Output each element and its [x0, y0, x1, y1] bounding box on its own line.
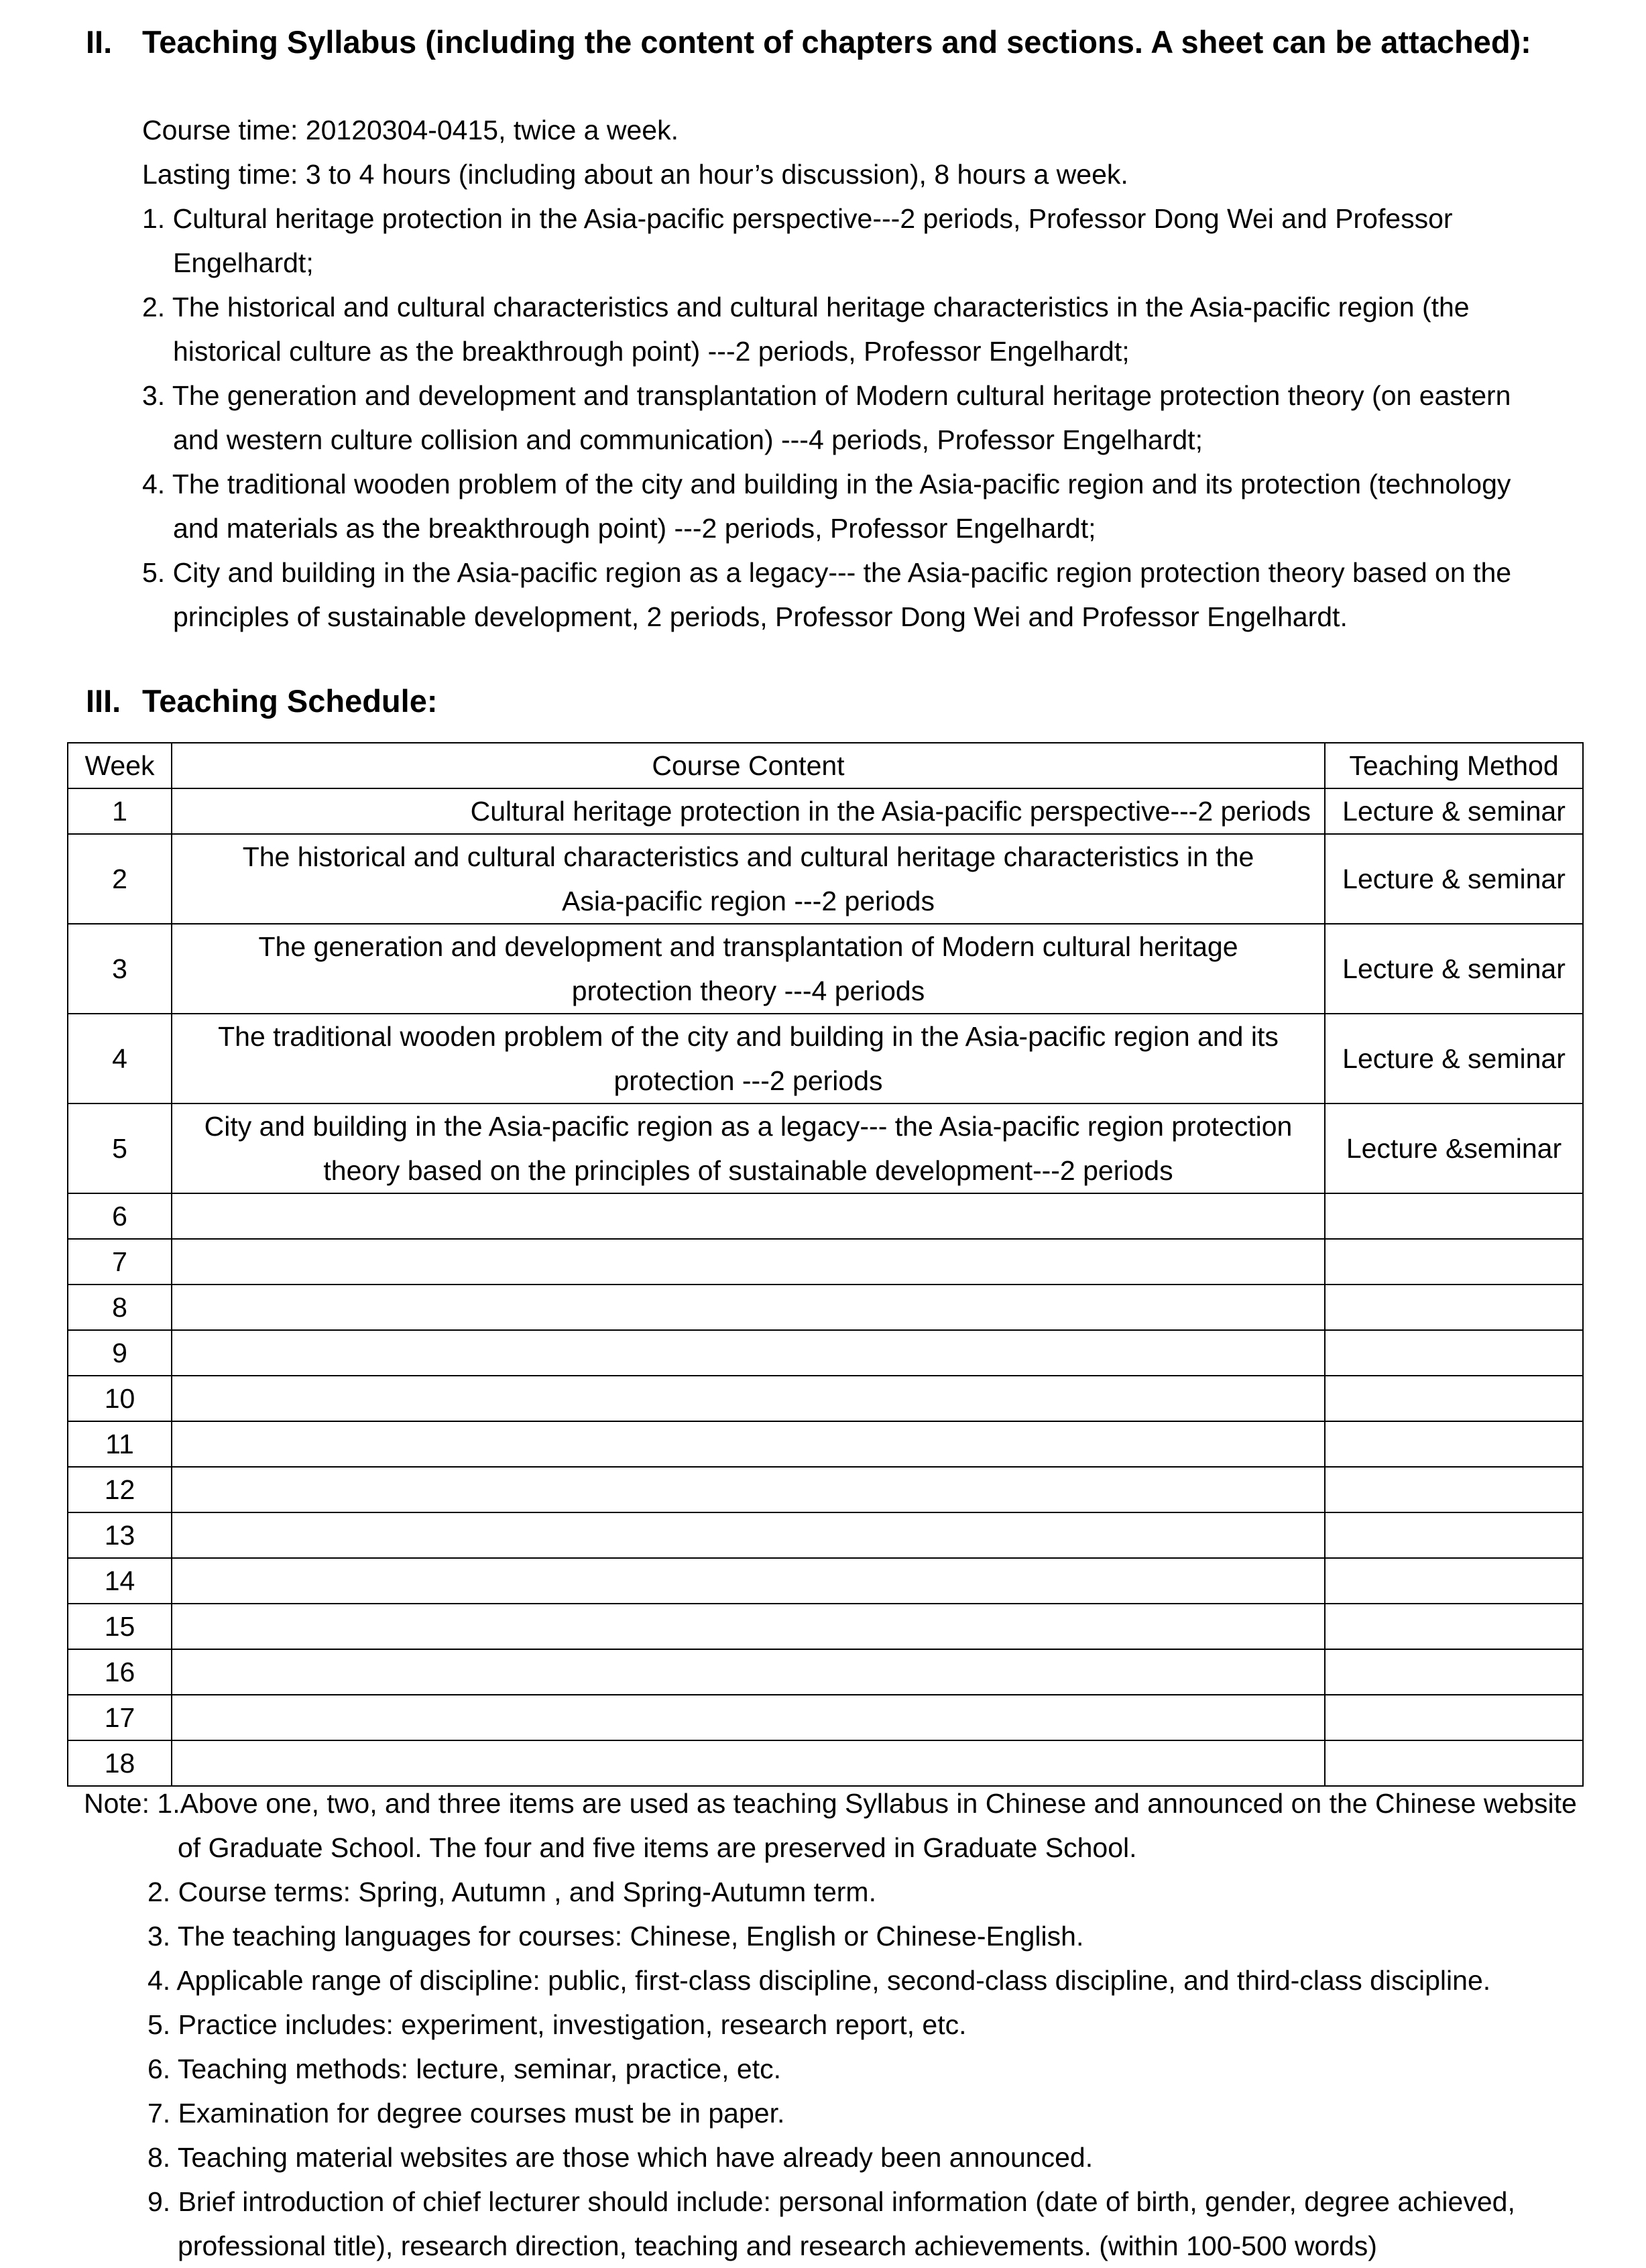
week-cell: 3 [68, 924, 172, 1014]
course-content-cell [172, 924, 1325, 1014]
teaching-method-cell: Lecture & seminar [1325, 834, 1583, 924]
course-content-cell [172, 1421, 1325, 1467]
week-cell: 13 [68, 1512, 172, 1558]
syllabus-item-cont: and western culture collision and communication) ---4 periods, Professor Engelhardt; [173, 424, 1203, 455]
course-content-line: The generation and development and transplantation of Modern cultural heritage [258, 931, 1238, 962]
teaching-method-cell [1325, 1467, 1583, 1512]
course-content-cell [172, 1014, 1325, 1103]
teaching-method-cell: Lecture &seminar [1325, 1103, 1583, 1193]
header-course-content: Course Content [172, 743, 1325, 788]
schedule-table [67, 742, 1584, 1787]
course-content-cell [172, 1193, 1325, 1239]
section-2-title: Teaching Syllabus (including the content of chapters and sections. A sheet can be attached): [142, 24, 1531, 60]
table-row [68, 788, 1583, 834]
course-content-line: theory based on the principles of sustainable development---2 periods [323, 1155, 1173, 1186]
teaching-method-cell [1325, 1376, 1583, 1421]
course-content-cell [172, 1330, 1325, 1376]
lasting-time: Lasting time: 3 to 4 hours (including about an hour’s discussion), 8 hours a week. [142, 159, 1128, 190]
table-row [68, 924, 1583, 1014]
teaching-method-cell: Lecture & seminar [1325, 788, 1583, 834]
section-3-number: III. [86, 683, 121, 719]
course-content-cell [172, 834, 1325, 924]
course-content-line: protection theory ---4 periods [571, 975, 925, 1006]
course-content-cell [172, 1285, 1325, 1330]
note-item: 8. Teaching material websites are those which have already been announced. [148, 2142, 1094, 2173]
table-row [68, 1421, 1583, 1467]
table-row [68, 1376, 1583, 1421]
course-content-line: City and building in the Asia-pacific region as a legacy--- the Asia-pacific region protection [204, 1111, 1293, 1142]
teaching-method-cell [1325, 1421, 1583, 1467]
week-cell: 6 [68, 1193, 172, 1239]
course-content-line: protection ---2 periods [613, 1065, 883, 1096]
week-cell: 2 [68, 834, 172, 924]
week-cell: 18 [68, 1740, 172, 1786]
note-item: 5. Practice includes: experiment, investigation, research report, etc. [148, 2009, 967, 2040]
note-1-cont: of Graduate School. The four and five items are preserved in Graduate School. [178, 1832, 1137, 1863]
syllabus-item-cont: principles of sustainable development, 2 periods, Professor Dong Wei and Professor Engelhardt. [173, 601, 1348, 632]
note-item: 3. The teaching languages for courses: Chinese, English or Chinese-English. [148, 1921, 1084, 1952]
week-cell: 16 [68, 1649, 172, 1695]
header-teaching-method: Teaching Method [1325, 743, 1583, 788]
note-item: 4. Applicable range of discipline: public, first-class discipline, second-class discipline, and third-class discipline. [148, 1965, 1491, 1996]
week-cell: 1 [68, 788, 172, 834]
table-row [68, 1014, 1583, 1103]
week-cell: 15 [68, 1604, 172, 1649]
teaching-method-cell [1325, 1604, 1583, 1649]
teaching-method-cell [1325, 1512, 1583, 1558]
week-cell: 10 [68, 1376, 172, 1421]
teaching-method-cell [1325, 1285, 1583, 1330]
week-cell: 4 [68, 1014, 172, 1103]
teaching-method-cell [1325, 1558, 1583, 1604]
table-row [68, 1103, 1583, 1193]
week-cell: 9 [68, 1330, 172, 1376]
table-row [68, 1695, 1583, 1740]
note-9-cont: professional title), research direction, teaching and research achievements. (within 100-500 words) [178, 2230, 1377, 2261]
syllabus-item-cont: and materials as the breakthrough point) ---2 periods, Professor Engelhardt; [173, 513, 1096, 544]
course-content-cell [172, 788, 1325, 834]
table-row [68, 1740, 1583, 1786]
week-cell: 8 [68, 1285, 172, 1330]
teaching-method-cell: Lecture & seminar [1325, 924, 1583, 1014]
course-content-cell [172, 1239, 1325, 1285]
week-cell: 11 [68, 1421, 172, 1467]
week-cell: 14 [68, 1558, 172, 1604]
course-content-cell [172, 1512, 1325, 1558]
table-row [68, 834, 1583, 924]
note-1: Note: 1.Above one, two, and three items are used as teaching Syllabus in Chinese and announced on the Chinese website [84, 1788, 1577, 1819]
course-content-line: The historical and cultural characteristics and cultural heritage characteristics in the [242, 841, 1254, 872]
syllabus-item-cont: historical culture as the breakthrough point) ---2 periods, Professor Engelhardt; [173, 336, 1130, 367]
section-3-title: Teaching Schedule: [142, 683, 438, 719]
course-content-cell [172, 1376, 1325, 1421]
section-2-number: II. [86, 24, 113, 60]
syllabus-item: 5. City and building in the Asia-pacific region as a legacy--- the Asia-pacific region protection theory based on the [142, 557, 1512, 588]
teaching-method-cell [1325, 1239, 1583, 1285]
week-cell: 17 [68, 1695, 172, 1740]
table-row [68, 1467, 1583, 1512]
table-row [68, 1512, 1583, 1558]
course-content-line: The traditional wooden problem of the city and building in the Asia-pacific region and its [218, 1021, 1279, 1052]
note-9: 9. Brief introduction of chief lecturer should include: personal information (date of birth, gender, degree achieved, [148, 2186, 1515, 2217]
table-row [68, 1239, 1583, 1285]
course-content-cell [172, 1103, 1325, 1193]
teaching-method-cell [1325, 1740, 1583, 1786]
note-item: 2. Course terms: Spring, Autumn , and Spring-Autumn term. [148, 1876, 876, 1907]
note-item: 7. Examination for degree courses must be in paper. [148, 2098, 785, 2129]
week-cell: 7 [68, 1239, 172, 1285]
week-cell: 12 [68, 1467, 172, 1512]
table-row [68, 1330, 1583, 1376]
syllabus-item: 3. The generation and development and transplantation of Modern cultural heritage protection theory (on eastern [142, 380, 1511, 411]
course-content-cell [172, 1649, 1325, 1695]
course-content-line: Asia-pacific region ---2 periods [561, 886, 935, 916]
table-header-row [68, 743, 1583, 788]
table-row [68, 1649, 1583, 1695]
teaching-method-cell [1325, 1695, 1583, 1740]
teaching-method-cell: Lecture & seminar [1325, 1014, 1583, 1103]
header-week: Week [68, 743, 172, 788]
table-row [68, 1285, 1583, 1330]
table-row [68, 1604, 1583, 1649]
week-cell: 5 [68, 1103, 172, 1193]
course-time: Course time: 20120304-0415, twice a week. [142, 115, 679, 145]
teaching-method-cell [1325, 1193, 1583, 1239]
teaching-method-cell [1325, 1649, 1583, 1695]
course-content-cell [172, 1604, 1325, 1649]
course-content-cell [172, 1558, 1325, 1604]
syllabus-item: 1. Cultural heritage protection in the Asia-pacific perspective---2 periods, Professor Dong Wei and Professor [142, 203, 1453, 234]
table-row [68, 1558, 1583, 1604]
course-content-cell [172, 1695, 1325, 1740]
course-content-cell [172, 1740, 1325, 1786]
teaching-method-cell [1325, 1330, 1583, 1376]
syllabus-item: 2. The historical and cultural characteristics and cultural heritage characteristics in the Asia-pacific region (the [142, 292, 1470, 322]
syllabus-item: 4. The traditional wooden problem of the city and building in the Asia-pacific region and its protection (technology [142, 469, 1511, 499]
syllabus-item-cont: Engelhardt; [173, 247, 314, 278]
table-row [68, 1193, 1583, 1239]
note-item: 6. Teaching methods: lecture, seminar, practice, etc. [148, 2053, 782, 2084]
course-content-line: Cultural heritage protection in the Asia-pacific perspective---2 periods [470, 796, 1311, 827]
course-content-cell [172, 1467, 1325, 1512]
